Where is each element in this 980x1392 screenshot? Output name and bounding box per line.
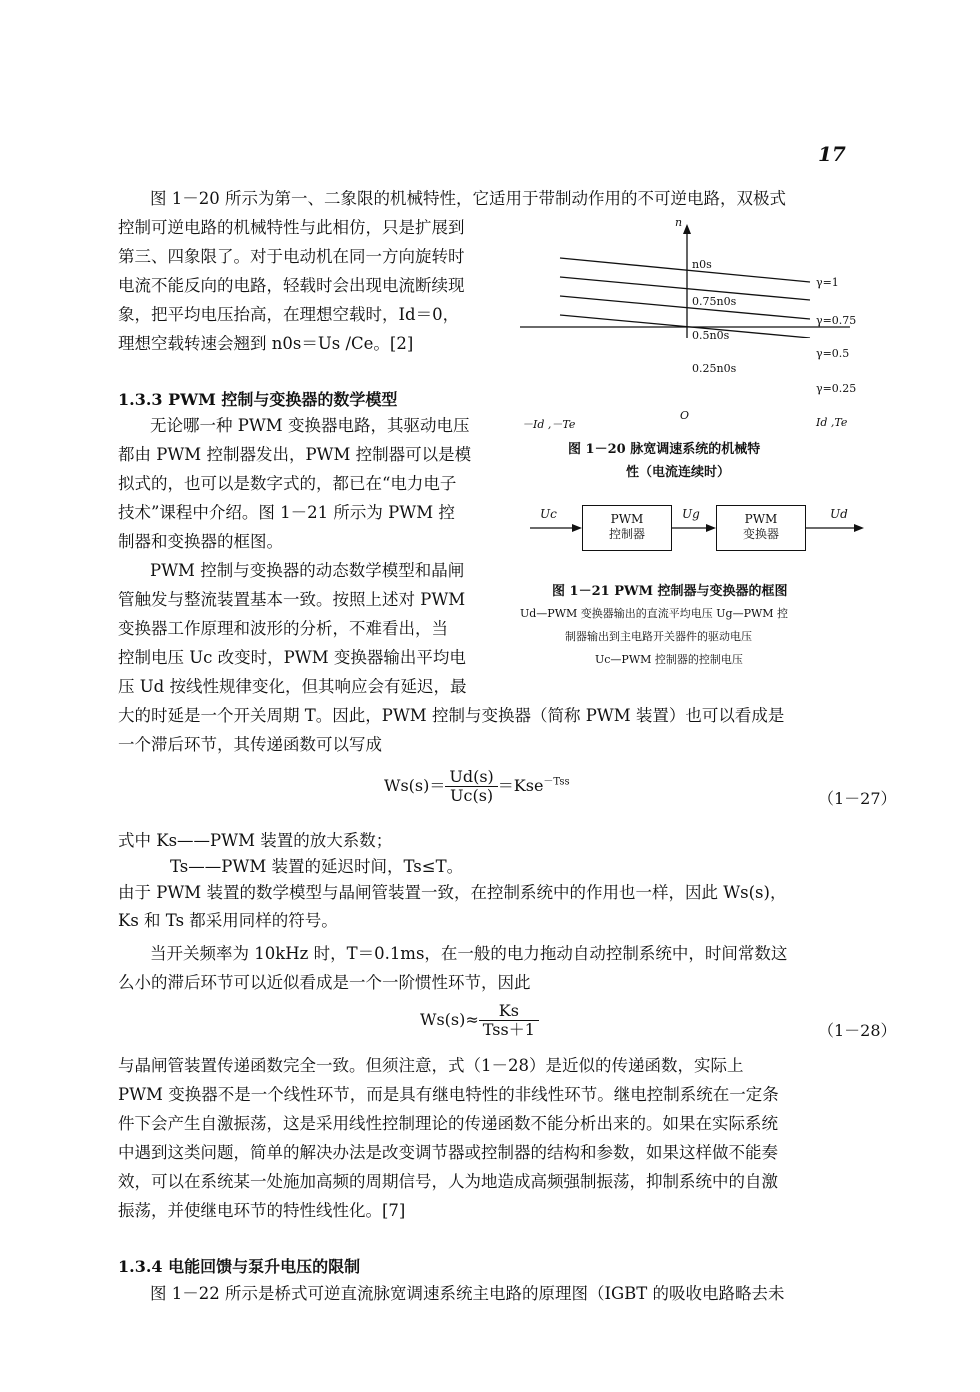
pwm-controller-label-1: PWM — [610, 512, 644, 526]
pwm-converter-label-2: 变换器 — [742, 527, 779, 541]
eq27-exponent: －Tss — [543, 776, 570, 788]
equation-1-27 — [384, 768, 570, 805]
fig20-y-axis-label: n — [675, 216, 683, 229]
para6-line3: 件下会产生自激振荡，这是采用线性控制理论的传递函数不能分析出来的。如果在实际系统 — [118, 1114, 778, 1133]
para3-line3: 变换器工作原理和波形的分析，不难看出，当 — [118, 619, 448, 638]
output-arrow — [854, 524, 864, 532]
para5-line2: 么小的滞后环节可以近似看成是一个一阶惯性环节，因此 — [118, 973, 531, 992]
fig21-output-label: Ud — [830, 507, 848, 521]
para1-line3: 第三、四象限了。对于电动机在同一方向旋转时 — [118, 247, 465, 266]
fig21-note-line1: Ud—PWM 变换器输出的直流平均电压 Ug—PWM 控 — [520, 607, 789, 620]
para3-line7: 一个滞后环节，其传递函数可以写成 — [118, 735, 382, 754]
para1-line2: 控制可逆电路的机械特性与此相仿，只是扩展到 — [118, 218, 465, 237]
para1-line6: 理想空载转速会翘到 n0s＝Us /Ce。[2] — [118, 334, 414, 353]
section-heading-1-3-4: 1.3.4 电能回馈与泵升电压的限制 — [118, 1257, 361, 1276]
where-line2: Ts——PWM 装置的延迟时间，Ts≤T。 — [170, 857, 464, 876]
fig20-caption-line1: 图 1－20 脉宽调速系统的机械特 — [568, 442, 761, 457]
para6-line1: 与晶闸管装置传递函数完全一致。但须注意，式（1－28）是近似的传递函数，实际上 — [118, 1056, 744, 1075]
eq28-fraction — [479, 1002, 539, 1039]
para3-line6: 大的时延是一个开关周期 T。因此，PWM 控制与变换器（简称 PWM 装置）也可以看成是 — [118, 706, 785, 725]
eq27-denominator: Uc(s) — [450, 786, 494, 805]
fig20-line1-end-label: γ=1 — [816, 276, 839, 289]
y-axis-arrow — [683, 224, 691, 234]
pwm-converter-block — [716, 505, 806, 551]
fig-1-20-diagram — [520, 222, 865, 338]
para1-line4: 电流不能反向的电路，轻载时会出现电流断续现 — [118, 276, 465, 295]
fig21-note-line2: 制器输出到主电路开关器件的驱动电压 — [565, 630, 752, 643]
fig20-line1-start-label: n0s — [692, 258, 712, 271]
para2-line4: 技术”课程中介绍。图 1－21 所示为 PWM 控 — [118, 503, 455, 522]
mid-arrow — [706, 524, 716, 532]
fig20-line3-end-label: γ=0.5 — [816, 347, 850, 360]
fig20-line4-start-label: 0.25n0s — [692, 362, 737, 375]
equation-1-28 — [420, 1002, 539, 1039]
para6-line6: 振荡，并使继电环节的特性线性化。[7] — [118, 1201, 406, 1220]
fig20-x-left-label: －Id ,－Te — [522, 418, 576, 431]
pwm-controller-label-2: 控制器 — [608, 527, 645, 541]
equation-1-27-number: （1－27） — [818, 789, 897, 808]
eq28-lhs: Ws(s)≈ — [420, 1010, 479, 1029]
para2-line3: 拟式的，也可以是数字式的，都已在“电力电子 — [118, 474, 457, 493]
para2-line5: 制器和变换器的框图。 — [118, 532, 283, 551]
para6-line5: 效，可以在系统某一处施加高频的周期信号，人为地造成高频强制振荡，抑制系统中的自激 — [118, 1172, 778, 1191]
fig20-line2-end-label: γ=0.75 — [816, 314, 857, 327]
section-heading-1-3-3: 1.3.3 PWM 控制与变换器的数学模型 — [118, 390, 398, 409]
page-number: 17 — [818, 142, 846, 166]
where-line1: 式中 Ks——PWM 装置的放大系数； — [118, 831, 393, 850]
para1-line1: 图 1－20 所示为第一、二象限的机械特性，它适用于带制动作用的不可逆电路，双极式 — [150, 189, 786, 208]
fig20-origin-label: O — [680, 409, 690, 422]
fig21-input-label: Uc — [540, 507, 557, 521]
para3-line5: 压 Ud 按线性规律变化，但其响应会有延迟，最 — [118, 677, 467, 696]
input-arrow — [572, 524, 582, 532]
eq27-numerator: Ud(s) — [445, 768, 497, 787]
eq27-fraction — [445, 768, 497, 805]
eq27-lhs: Ws(s)＝ — [384, 776, 446, 795]
para6-line4: 中遇到这类问题，简单的解决办法是改变调节器或控制器的结构和参数，如果这样做不能奏 — [118, 1143, 778, 1162]
fig20-caption-line2: 性（电流连续时） — [626, 465, 731, 480]
para2-line1: 无论哪一种 PWM 变换器电路，其驱动电压 — [150, 416, 470, 435]
para5-line1: 当开关频率为 10kHz 时，T＝0.1ms，在一般的电力拖动自动控制系统中，时间常数这 — [150, 944, 788, 963]
para3-line4: 控制电压 Uc 改变时，PWM 变换器输出平均电 — [118, 648, 466, 667]
fig20-line4-end-label: γ=0.25 — [816, 382, 857, 395]
para4-line1: 由于 PWM 装置的数学模型与晶闸管装置一致，在控制系统中的作用也一样，因此 Ws(s)， — [118, 883, 787, 902]
equation-1-28-number: （1－28） — [818, 1021, 897, 1040]
fig20-x-right-label: Id ,Te — [816, 416, 848, 429]
char-line-gamma-075 — [560, 277, 810, 300]
para4-line2: Ks 和 Ts 都采用同样的符号。 — [118, 911, 338, 930]
char-line-gamma-1 — [560, 258, 810, 282]
pwm-converter-label-1: PWM — [744, 512, 778, 526]
fig20-line3-start-label: 0.5n0s — [692, 329, 730, 342]
para1-line5: 象，把平均电压抬高，在理想空载时，Id＝0， — [118, 305, 460, 324]
fig21-caption: 图 1－21 PWM 控制器与变换器的框图 — [552, 584, 788, 599]
para3-line1: PWM 控制与变换器的动态数学模型和晶闸 — [150, 561, 465, 580]
para3-line2: 管触发与整流装置基本一致。按照上述对 PWM — [118, 590, 466, 609]
eq27-rhs: ＝Kse — [497, 776, 544, 795]
fig21-note-line3: Uc—PWM 控制器的控制电压 — [595, 653, 743, 666]
para6-line2: PWM 变换器不是一个线性环节，而是具有继电特性的非线性环节。继电控制系统在一定条 — [118, 1085, 779, 1104]
para7-line1: 图 1－22 所示是桥式可逆直流脉宽调速系统主电路的原理图（IGBT 的吸收电路略去未 — [150, 1284, 785, 1303]
eq28-numerator: Ks — [479, 1002, 539, 1021]
pwm-controller-block — [582, 505, 672, 551]
eq28-denominator: Tss＋1 — [482, 1020, 535, 1039]
char-line-gamma-05 — [560, 296, 810, 319]
fig21-mid-label: Ug — [682, 507, 700, 521]
para2-line2: 都由 PWM 控制器发出，PWM 控制器可以是模 — [118, 445, 472, 464]
fig20-line2-start-label: 0.75n0s — [692, 295, 737, 308]
